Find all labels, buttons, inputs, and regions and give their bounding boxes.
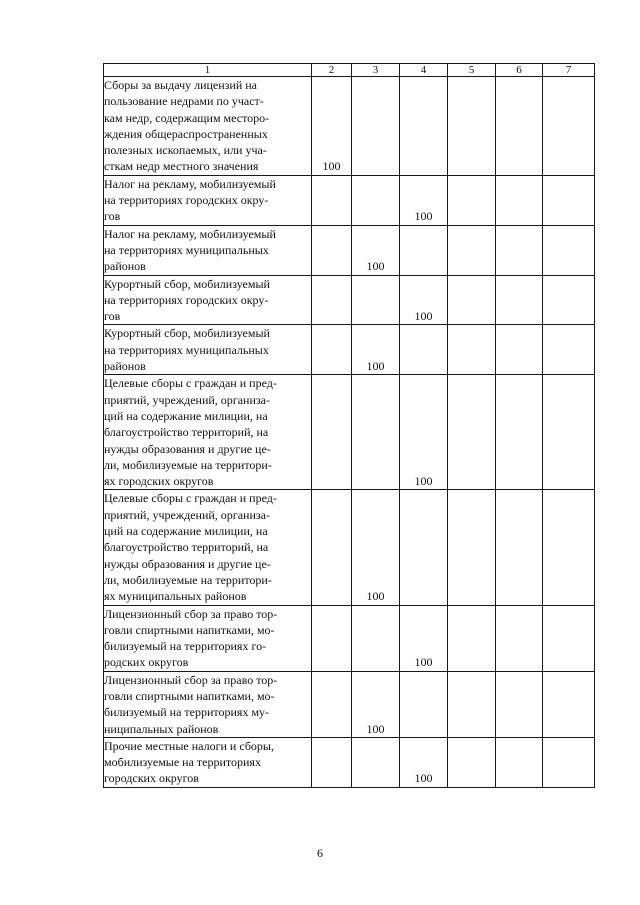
value-cell: 100 xyxy=(400,375,448,490)
value-cell xyxy=(400,225,448,275)
row-description xyxy=(104,605,312,671)
value-cell xyxy=(312,490,352,605)
description-line: приятий, учреждений, организа- xyxy=(104,392,270,407)
tax-distribution-table xyxy=(103,63,595,788)
description-line: ций на содержание милиции, на xyxy=(104,408,268,423)
description-line: ций на содержание милиции, на xyxy=(104,524,268,539)
description-line: родских округов xyxy=(104,655,189,670)
table-body xyxy=(104,77,595,788)
description-line: Курортный сбор, мобилизуемый xyxy=(104,276,270,291)
row-description xyxy=(104,325,312,375)
value-cell: 100 xyxy=(352,671,400,737)
description-line: ждения общераспространенных xyxy=(104,126,268,141)
value-cell: 100 xyxy=(400,175,448,225)
value-cell xyxy=(496,175,543,225)
value-cell: 100 xyxy=(352,325,400,375)
column-header: 2 xyxy=(312,64,352,77)
row-description xyxy=(104,737,312,787)
description-line: благоустройство территорий, на xyxy=(104,540,269,555)
table-row xyxy=(104,671,595,737)
description-line: на территориях городских окру- xyxy=(104,193,269,208)
value-cell xyxy=(448,325,496,375)
table-row xyxy=(104,490,595,605)
value-cell xyxy=(448,77,496,176)
value-cell xyxy=(400,490,448,605)
row-description xyxy=(104,490,312,605)
description-line: Лицензионный сбор за право тор- xyxy=(104,606,278,621)
value-cell xyxy=(352,175,400,225)
value-cell xyxy=(543,490,595,605)
column-header: 4 xyxy=(400,64,448,77)
row-description xyxy=(104,275,312,325)
description-line: районов xyxy=(104,359,146,374)
description-line: билизуемый на территориях му- xyxy=(104,705,270,720)
description-line: городских округов xyxy=(104,771,199,786)
value-cell: 100 xyxy=(400,605,448,671)
value-cell: 100 xyxy=(352,490,400,605)
description-line: мобилизуемые на территориях xyxy=(104,755,261,770)
description-line: на территориях городских окру- xyxy=(104,292,269,307)
value-cell xyxy=(543,325,595,375)
value-cell xyxy=(496,605,543,671)
column-header: 3 xyxy=(352,64,400,77)
description-line: Налог на рекламу, мобилизуемый xyxy=(104,226,276,241)
description-line: Лицензионный сбор за право тор- xyxy=(104,672,278,687)
value-cell xyxy=(352,77,400,176)
value-cell xyxy=(448,275,496,325)
row-description xyxy=(104,671,312,737)
description-line: билизуемый на территориях го- xyxy=(104,639,267,654)
table-row xyxy=(104,325,595,375)
value-cell xyxy=(352,737,400,787)
description-line: кам недр, содержащим месторо- xyxy=(104,110,270,125)
description-line: говли спиртными напитками, мо- xyxy=(104,622,275,637)
page-number: 6 xyxy=(317,846,323,860)
description-line: ниципальных районов xyxy=(104,721,219,736)
description-line: на территориях муниципальных xyxy=(104,242,269,257)
description-line: ях городских округов xyxy=(104,474,214,489)
description-line: Прочие местные налоги и сборы, xyxy=(104,738,274,753)
table-row xyxy=(104,737,595,787)
value-cell: 100 xyxy=(400,737,448,787)
description-line: говли спиртными напитками, мо- xyxy=(104,688,275,703)
value-cell xyxy=(496,671,543,737)
table-row xyxy=(104,605,595,671)
value-cell xyxy=(496,77,543,176)
value-cell: 100 xyxy=(352,225,400,275)
row-description xyxy=(104,375,312,490)
table-row xyxy=(104,175,595,225)
value-cell xyxy=(312,275,352,325)
description-line: нужды образования и другие це- xyxy=(104,441,271,456)
value-cell xyxy=(496,225,543,275)
table-row xyxy=(104,375,595,490)
description-line: сткам недр местного значения xyxy=(104,159,259,174)
description-line: Сборы за выдачу лицензий на xyxy=(104,78,258,92)
value-cell xyxy=(448,605,496,671)
description-line: полезных ископаемых, или уча- xyxy=(104,143,267,158)
value-cell xyxy=(448,375,496,490)
value-cell xyxy=(496,737,543,787)
description-line: пользование недрами по участ- xyxy=(104,94,264,109)
description-line: нужды образования и другие це- xyxy=(104,556,271,571)
value-cell xyxy=(312,671,352,737)
value-cell xyxy=(312,375,352,490)
value-cell: 100 xyxy=(400,275,448,325)
value-cell xyxy=(496,275,543,325)
value-cell xyxy=(543,671,595,737)
description-line: ли, мобилизуемые на территори- xyxy=(104,457,272,472)
value-cell xyxy=(312,325,352,375)
table-row xyxy=(104,275,595,325)
value-cell xyxy=(312,605,352,671)
description-line: Целевые сборы с граждан и пред- xyxy=(104,491,277,506)
value-cell xyxy=(496,375,543,490)
description-line: Налог на рекламу, мобилизуемый xyxy=(104,176,276,191)
value-cell xyxy=(543,77,595,176)
value-cell xyxy=(352,375,400,490)
row-description xyxy=(104,77,312,176)
row-description xyxy=(104,175,312,225)
description-line: Целевые сборы с граждан и пред- xyxy=(104,376,277,391)
table-row xyxy=(104,77,595,176)
value-cell xyxy=(352,275,400,325)
value-cell xyxy=(448,737,496,787)
description-line: благоустройство территорий, на xyxy=(104,425,269,440)
value-cell xyxy=(543,225,595,275)
value-cell xyxy=(543,175,595,225)
value-cell: 100 xyxy=(312,77,352,176)
value-cell xyxy=(312,737,352,787)
row-description xyxy=(104,225,312,275)
value-cell xyxy=(312,175,352,225)
value-cell xyxy=(543,275,595,325)
column-header: 1 xyxy=(104,64,312,77)
value-cell xyxy=(543,375,595,490)
value-cell xyxy=(448,225,496,275)
description-line: ях муниципальных районов xyxy=(104,589,247,604)
value-cell xyxy=(496,325,543,375)
description-line: приятий, учреждений, организа- xyxy=(104,507,270,522)
value-cell xyxy=(400,77,448,176)
value-cell xyxy=(448,671,496,737)
value-cell xyxy=(448,490,496,605)
description-line: гов xyxy=(104,309,121,324)
description-line: районов xyxy=(104,259,146,274)
column-header: 6 xyxy=(496,64,543,77)
value-cell xyxy=(352,605,400,671)
description-line: ли, мобилизуемые на территори- xyxy=(104,572,272,587)
column-header: 5 xyxy=(448,64,496,77)
value-cell xyxy=(400,325,448,375)
value-cell xyxy=(400,671,448,737)
description-line: на территориях муниципальных xyxy=(104,342,269,357)
description-line: гов xyxy=(104,209,121,224)
table-row xyxy=(104,225,595,275)
description-line: Курортный сбор, мобилизуемый xyxy=(104,326,270,341)
value-cell xyxy=(543,737,595,787)
value-cell xyxy=(312,225,352,275)
value-cell xyxy=(448,175,496,225)
value-cell xyxy=(543,605,595,671)
column-header: 7 xyxy=(543,64,595,77)
value-cell xyxy=(496,490,543,605)
header-row xyxy=(104,64,595,77)
